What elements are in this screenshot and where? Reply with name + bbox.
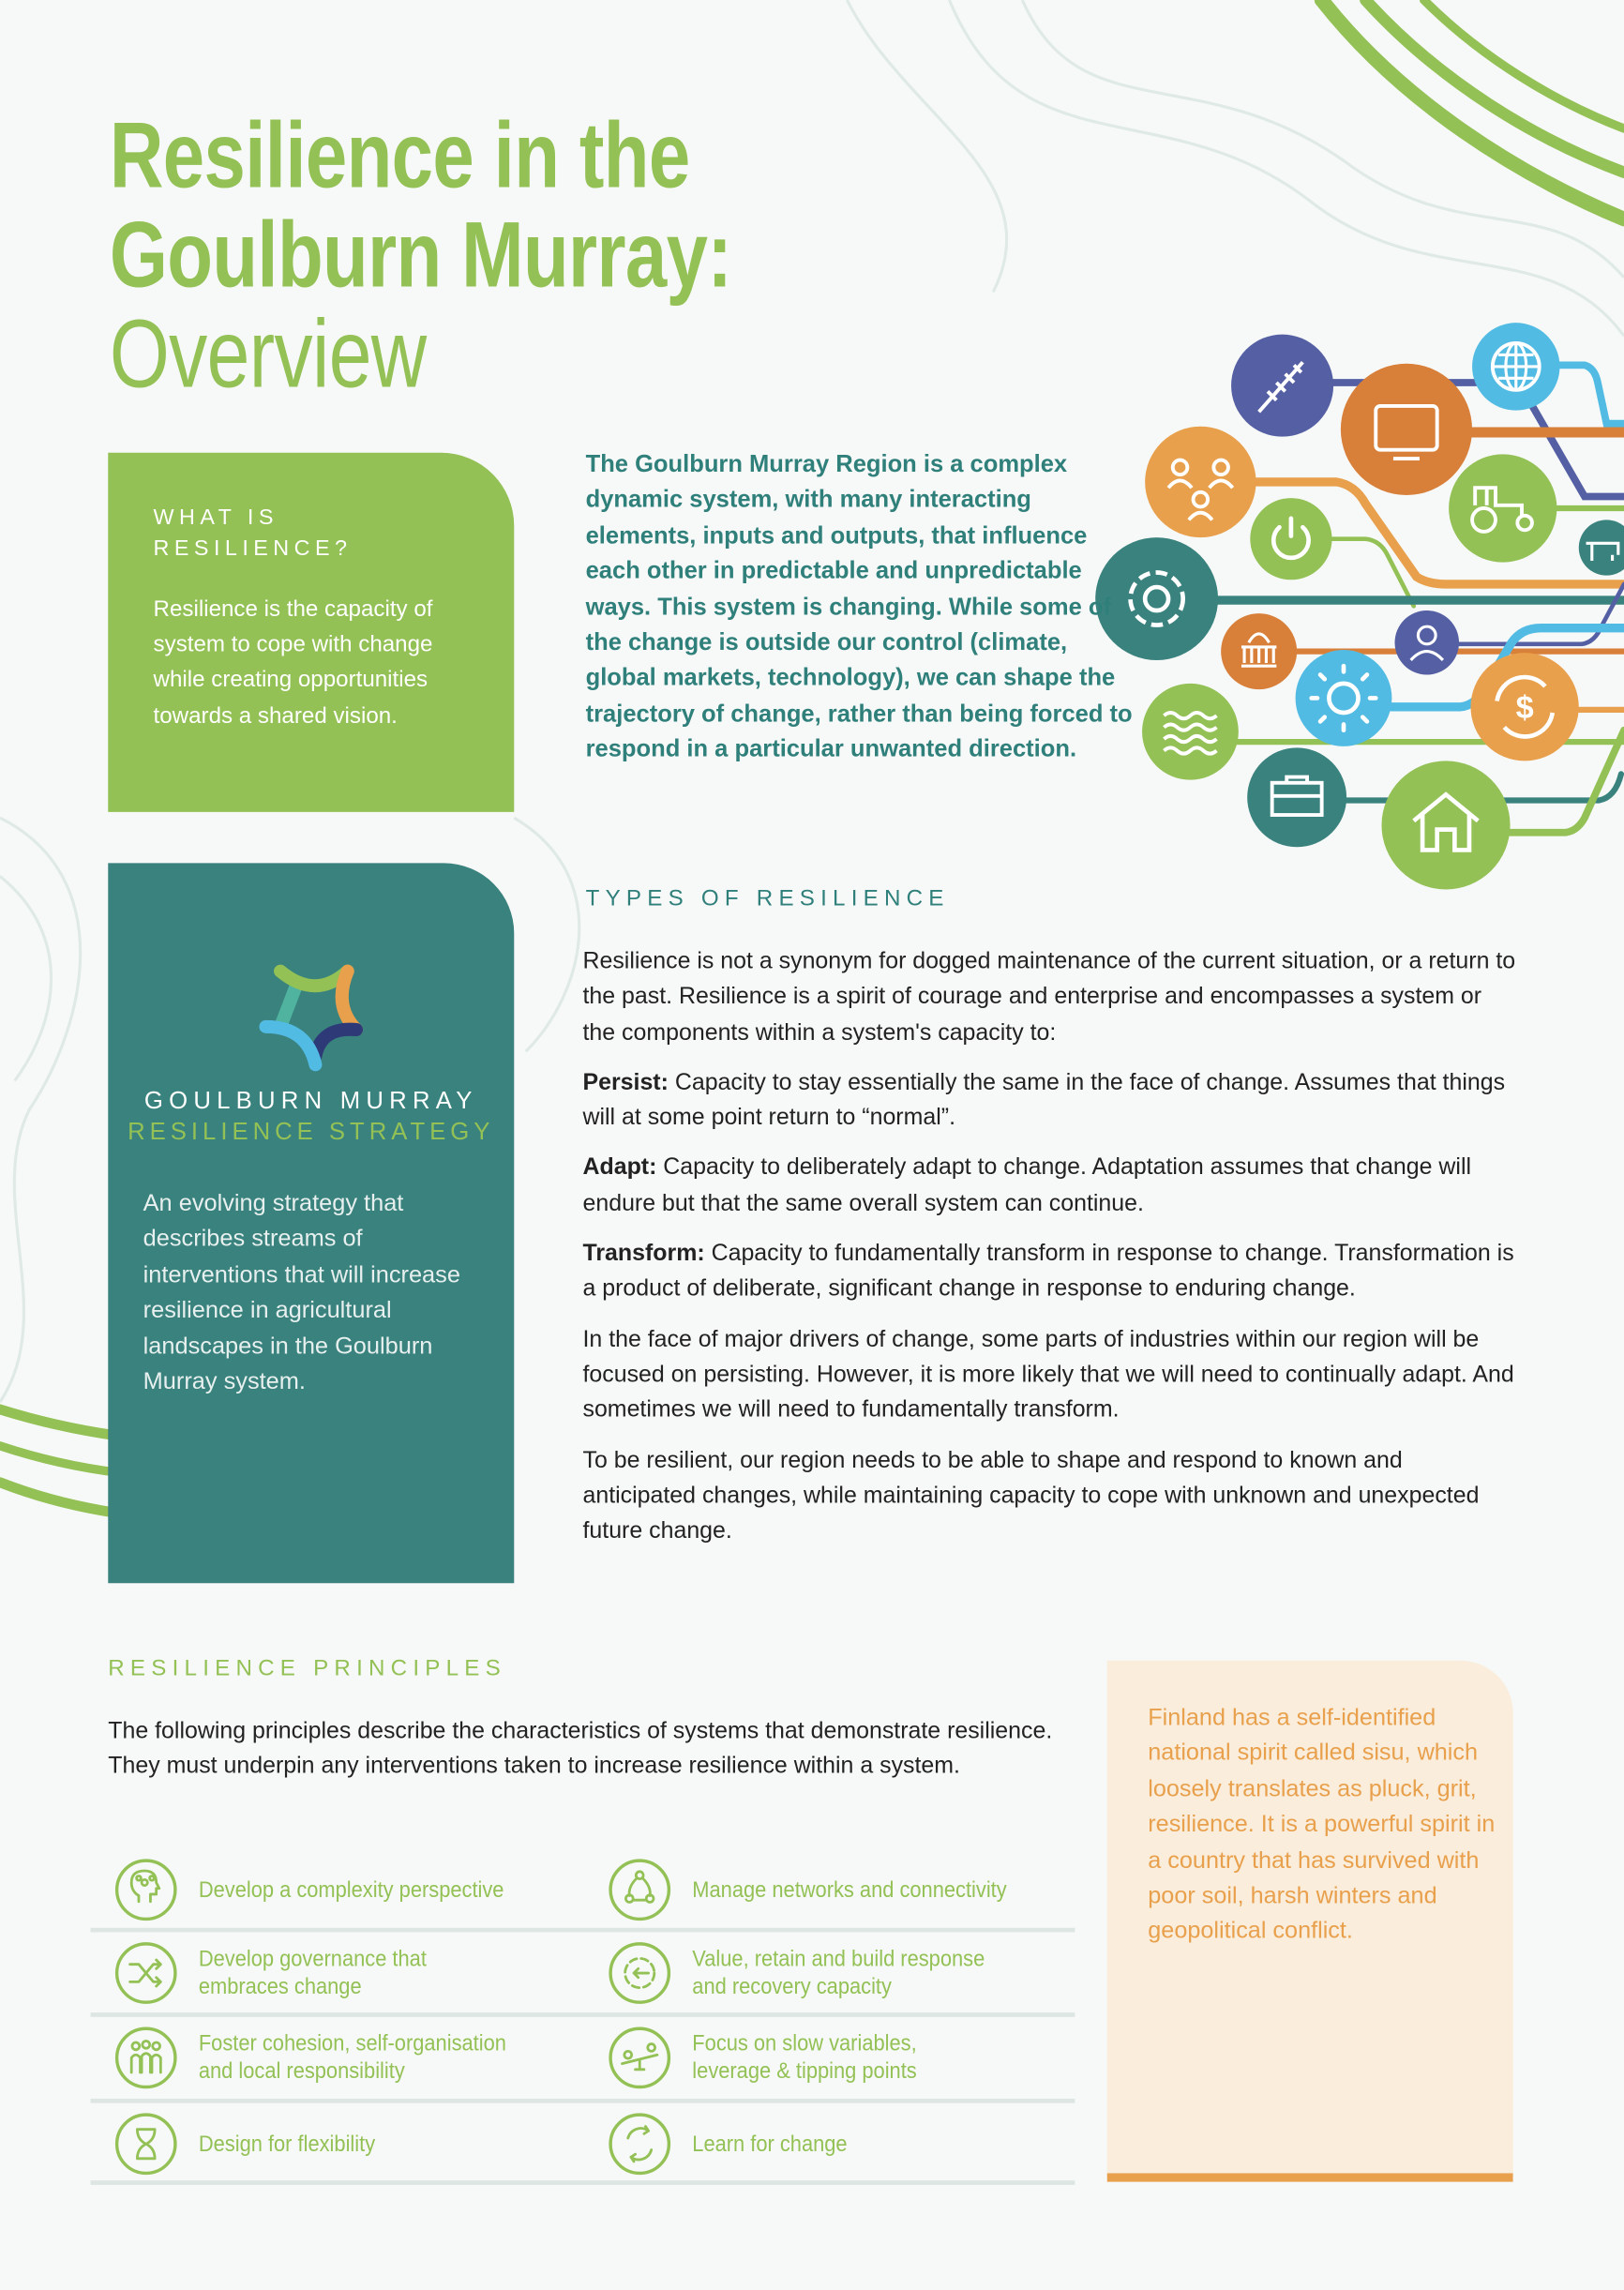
person-icon [1395,610,1460,675]
what-is-resilience-box [108,453,514,812]
wheat-icon [1231,335,1333,437]
principle-item [113,1849,537,1931]
group-icon [113,2026,178,2090]
principle-item [113,2017,540,2099]
water-icon [1142,684,1239,780]
capitol-icon [1221,613,1297,689]
principle-divider [91,2180,1075,2185]
principle-label: Focus on slow variables, leverage & tipping points [692,2031,917,2085]
network-icon [608,1858,672,1922]
type-term: Persist: [582,1070,669,1095]
head-network-icon [113,1858,178,1922]
finland-text: Finland has a self-identified national spirit called sisu, which loosely translates as pluck, grit, resilience. It is a powerful spirit in a country that has survived with poor soil, harsh winters and geopolitical conflict. [1148,1704,1496,1945]
community-icon [1145,427,1256,537]
types-intro: Resilience is not a synonym for dogged maintenance of the current situation, or a return to the past. Resilience is a spirit of courage and enterprise and encompasses a system or the components within a system's capacity to: [582,949,1516,1046]
gear-return-icon [608,1941,672,2006]
types-heading: TYPES OF RESILIENCE [585,886,950,911]
house-icon [1381,761,1510,889]
icon-cluster [1095,323,1624,889]
principle-label: Design for flexibility [198,2132,376,2157]
types-para-2: To be resilient, our region needs to be able to shape and respond to known and anticipated changes, while maintaining capacity to cope with unknown and unexpected future change. [582,1448,1480,1544]
briefcase-icon [1247,747,1346,847]
brand-line-1: GOULBURN MURRAY [143,1088,478,1115]
type-text: Capacity to fundamentally transform in response to change. Transformation is a product of deliberate, significant change in response to enduring change. [582,1241,1514,1303]
power-icon [1250,498,1331,580]
title-line-2: Goulburn Murray: [109,201,732,308]
page-title [109,102,732,408]
type-term: Adapt: [582,1155,657,1182]
title-line-1: Resilience in the [109,102,690,208]
dollar-cycle-icon [1471,653,1579,761]
type-term: Transform: [582,1241,705,1267]
type-persist [582,1066,1517,1137]
globe-icon [1472,323,1559,410]
principle-item [113,2103,395,2185]
monitor-icon [1341,364,1472,495]
principle-item [113,1932,451,2013]
strategy-description: An evolving strategy that describes streams of interventions that will increase resilience in agricultural landscapes in the Goulburn Murray system. [143,1190,460,1395]
principle-item [608,1849,1042,1931]
type-text: Capacity to stay essentially the same in the face of change. Assumes that things will at some point return to “normal”. [582,1070,1506,1131]
shuffle-icon [113,1941,178,2006]
principle-item [608,1932,1017,2013]
principles-intro: The following principles describe the characteristics of systems that demonstrate resilience. They must underpin any interventions taken to increase resilience within a system. [108,1719,1053,1780]
type-text: Capacity to deliberately adapt to change. Adaptation assumes that change will endure but that the same overall system can continue. [582,1155,1472,1216]
types-para-1: In the face of major drivers of change, some parts of industries within our region will be focused on persisting. However, it is more likely that we will need to continually adapt. And sometimes we will need to fundamentally transform. [582,1327,1514,1424]
cow-icon [1579,520,1624,575]
title-line-3: Overview [109,299,427,408]
what-is-resilience-body: Resilience is the capacity of system to cope with change while creating opportunities towards a shared vision. [153,596,433,729]
principle-label: Manage networks and connectivity [692,1877,1007,1903]
types-body [582,945,1517,1565]
type-transform [582,1237,1517,1308]
principle-label: Foster cohesion, self-organisation and local responsibility [198,2031,506,2085]
principle-item [608,2103,865,2185]
principle-divider [91,1928,1075,1933]
principle-item [608,2017,941,2099]
svg-text:$: $ [1515,690,1534,727]
seesaw-icon [608,2026,672,2090]
cycle-icon [608,2112,672,2177]
strategy-logo [254,954,374,1074]
principles-heading: RESILIENCE PRINCIPLES [108,1656,506,1681]
principle-divider [91,2012,1075,2017]
principle-label: Develop governance that embraces change [198,1947,427,2000]
finland-callout [1107,1661,1513,2182]
strategy-box [108,863,514,1583]
principle-label: Value, retain and build response and recovery capacity [692,1947,985,2000]
sun-icon [1296,650,1392,746]
principle-divider [91,2099,1075,2103]
tractor-icon [1449,454,1556,562]
top-right-arcs [1322,0,1624,219]
intro-text: The Goulburn Murray Region is a complex dynamic system, with many interacting elements, inputs and outputs, that influence each other in predictable and unpredictable ways. This system is changing. While some of the change is outside our control (climate, global markets, technology), we can shape the trajectory of change, rather than being forced to respond in a particular unwanted direction. [585,451,1133,763]
principle-label: Learn for change [692,2132,848,2157]
hourglass-icon [113,2112,178,2177]
type-adapt [582,1152,1517,1223]
principle-label: Develop a complexity perspective [198,1877,504,1903]
what-is-resilience-heading: WHAT IS RESILIENCE? [153,505,353,562]
brand-line-2: RESILIENCE STRATEGY [128,1118,495,1146]
